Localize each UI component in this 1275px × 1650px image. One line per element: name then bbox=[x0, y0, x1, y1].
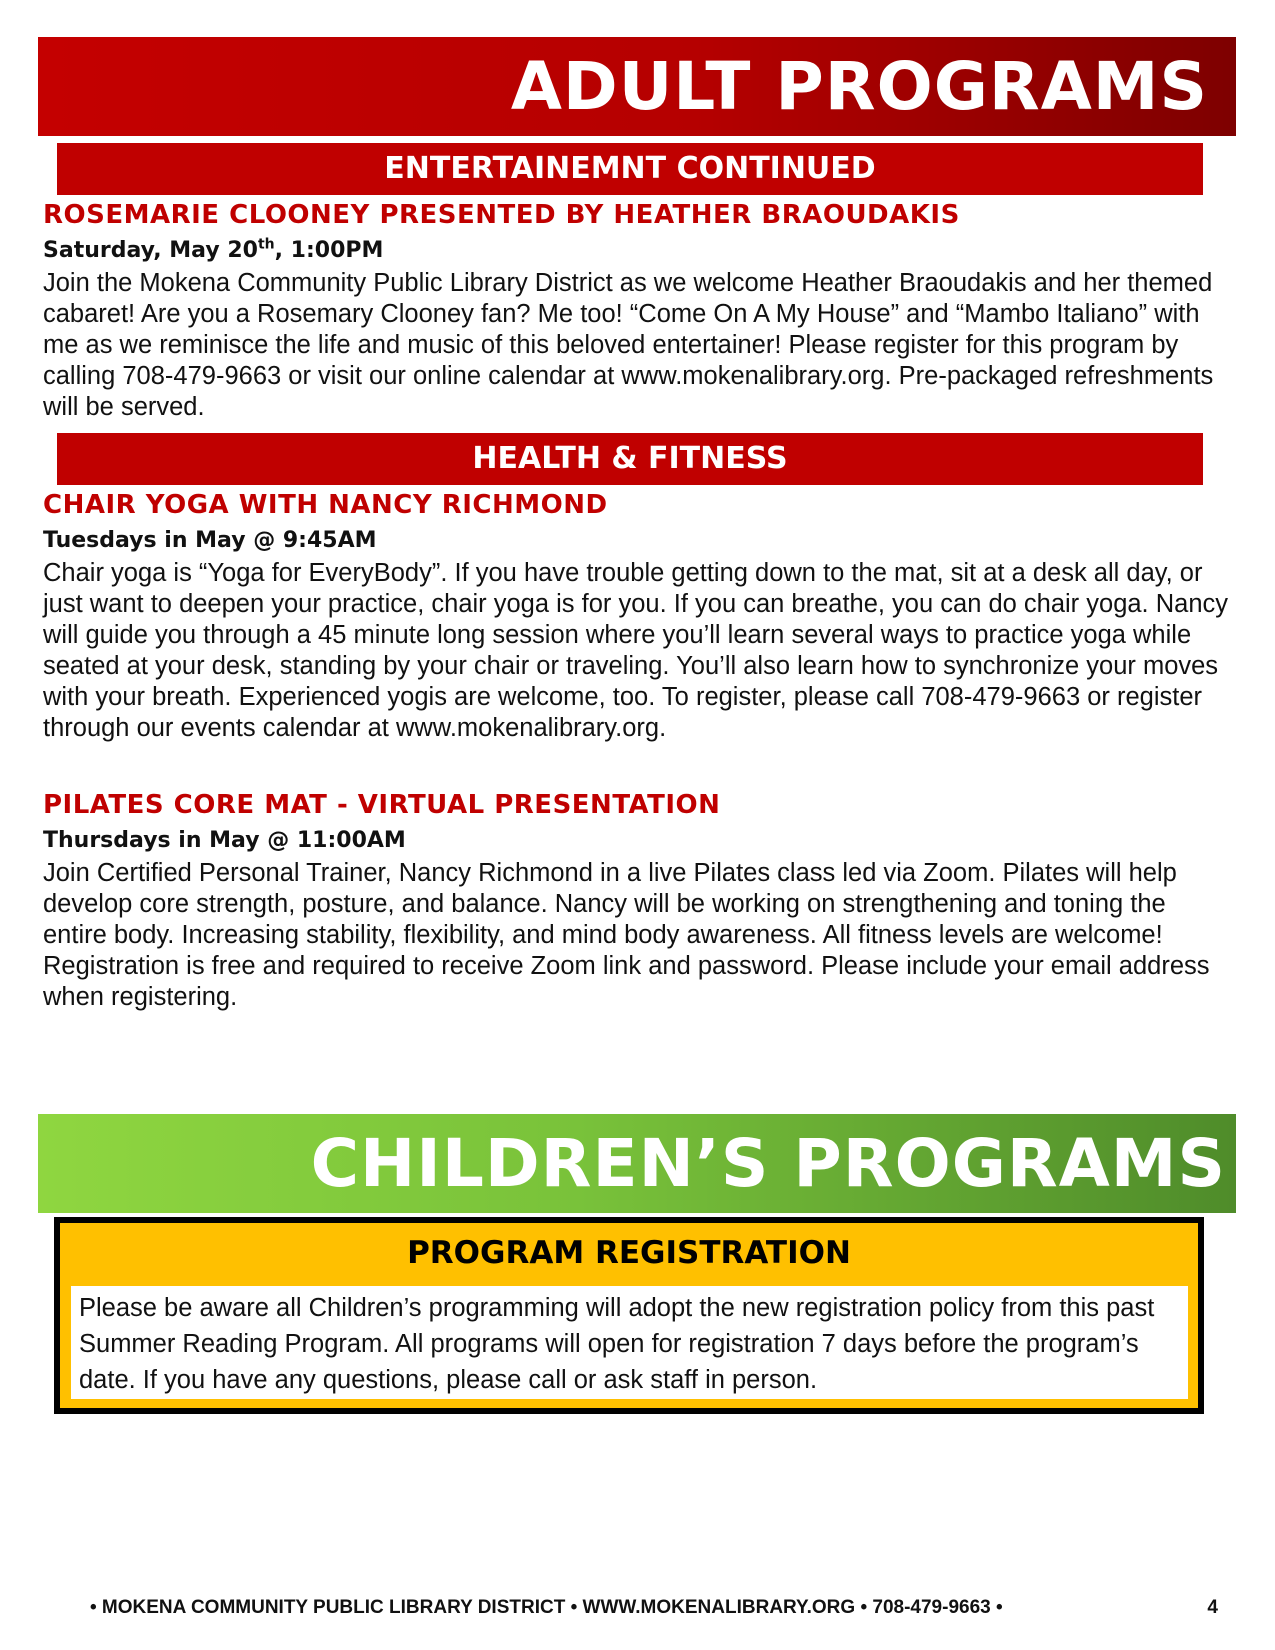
program-pilates bbox=[43, 788, 1233, 1013]
program-date: Tuesdays in May @ 9:45AM bbox=[43, 528, 377, 553]
registration-text: Please be aware all Children’s programming will adopt the new registration policy from this past Summer Reading Program. All programs will open for registration 7 days before the program’s date. If you have any questions, please call or ask staff in person. bbox=[71, 1286, 1188, 1399]
footer-text: • MOKENA COMMUNITY PUBLIC LIBRARY DISTRICT • WWW.MOKENALIBRARY.ORG • 708-479-9663 • bbox=[90, 1597, 1003, 1618]
program-description-registration: Registration is free and required to receive Zoom link and password. Please include your email address when registering. bbox=[43, 952, 1210, 1011]
program-rosemarie-clooney bbox=[43, 198, 1233, 423]
program-date-suffix: th bbox=[257, 236, 275, 253]
program-title: ROSEMARIE CLOONEY PRESENTED BY HEATHER BRAOUDAKIS bbox=[43, 200, 960, 230]
program-registration-box bbox=[54, 1217, 1204, 1414]
program-title: PILATES CORE MAT - VIRTUAL PRESENTATION bbox=[43, 790, 721, 820]
program-title: CHAIR YOGA WITH NANCY RICHMOND bbox=[43, 490, 608, 520]
section-header-health-fitness: HEALTH & FITNESS bbox=[57, 433, 1203, 485]
childrens-programs-banner: CHILDREN’S PROGRAMS bbox=[38, 1114, 1236, 1213]
program-date: Thursdays in May @ 11:00AM bbox=[43, 828, 406, 853]
page-number: 4 bbox=[1207, 1597, 1218, 1618]
section-header-entertainment: ENTERTAINEMNT CONTINUED bbox=[57, 143, 1203, 195]
adult-programs-banner: ADULT PROGRAMS bbox=[38, 37, 1236, 136]
program-description: Join Certified Personal Trainer, Nancy Richmond in a live Pilates class led via Zoom. Pilates will help develop core strength, posture, and balance. Nancy will be working on strengthening and toning the entire body. Increasing stability, flexibility, and mind body awareness. All fitness levels are welcome! bbox=[43, 859, 1177, 949]
registration-title: PROGRAM REGISTRATION bbox=[407, 1235, 851, 1271]
program-description: Join the Mokena Community Public Library District as we welcome Heather Braoudakis and her themed cabaret! Are you a Rosemary Clooney fan? Me too! “Come On A My House” and “Mambo Italiano” with me as we reminisce the life and music of this beloved entertainer! Please register for this program by calling 708-479-9663 or visit our online calendar at www.mokenalibrary.org. Pre-packaged refreshments will be served. bbox=[43, 269, 1214, 421]
program-date-main: Saturday, May 20 bbox=[43, 238, 258, 263]
program-date-time: , 1:00PM bbox=[274, 238, 384, 263]
program-description: Chair yoga is “Yoga for EveryBody”. If you have trouble getting down to the mat, sit at a desk all day, or just want to deepen your practice, chair yoga is for you. If you can breathe, you can do chair yoga. Nancy will guide you through a 45 minute long session where you’ll learn several ways to practice yoga while seated at your desk, standing by your chair or traveling. You’ll also learn how to synchronize your moves with your breath. Experienced yogis are welcome, too. To register, please call 708-479-9663 or register through our events calendar at www.mokenalibrary.org. bbox=[43, 559, 1229, 742]
page-footer bbox=[90, 1593, 1230, 1623]
program-date bbox=[43, 234, 1233, 268]
program-chair-yoga bbox=[43, 488, 1233, 744]
